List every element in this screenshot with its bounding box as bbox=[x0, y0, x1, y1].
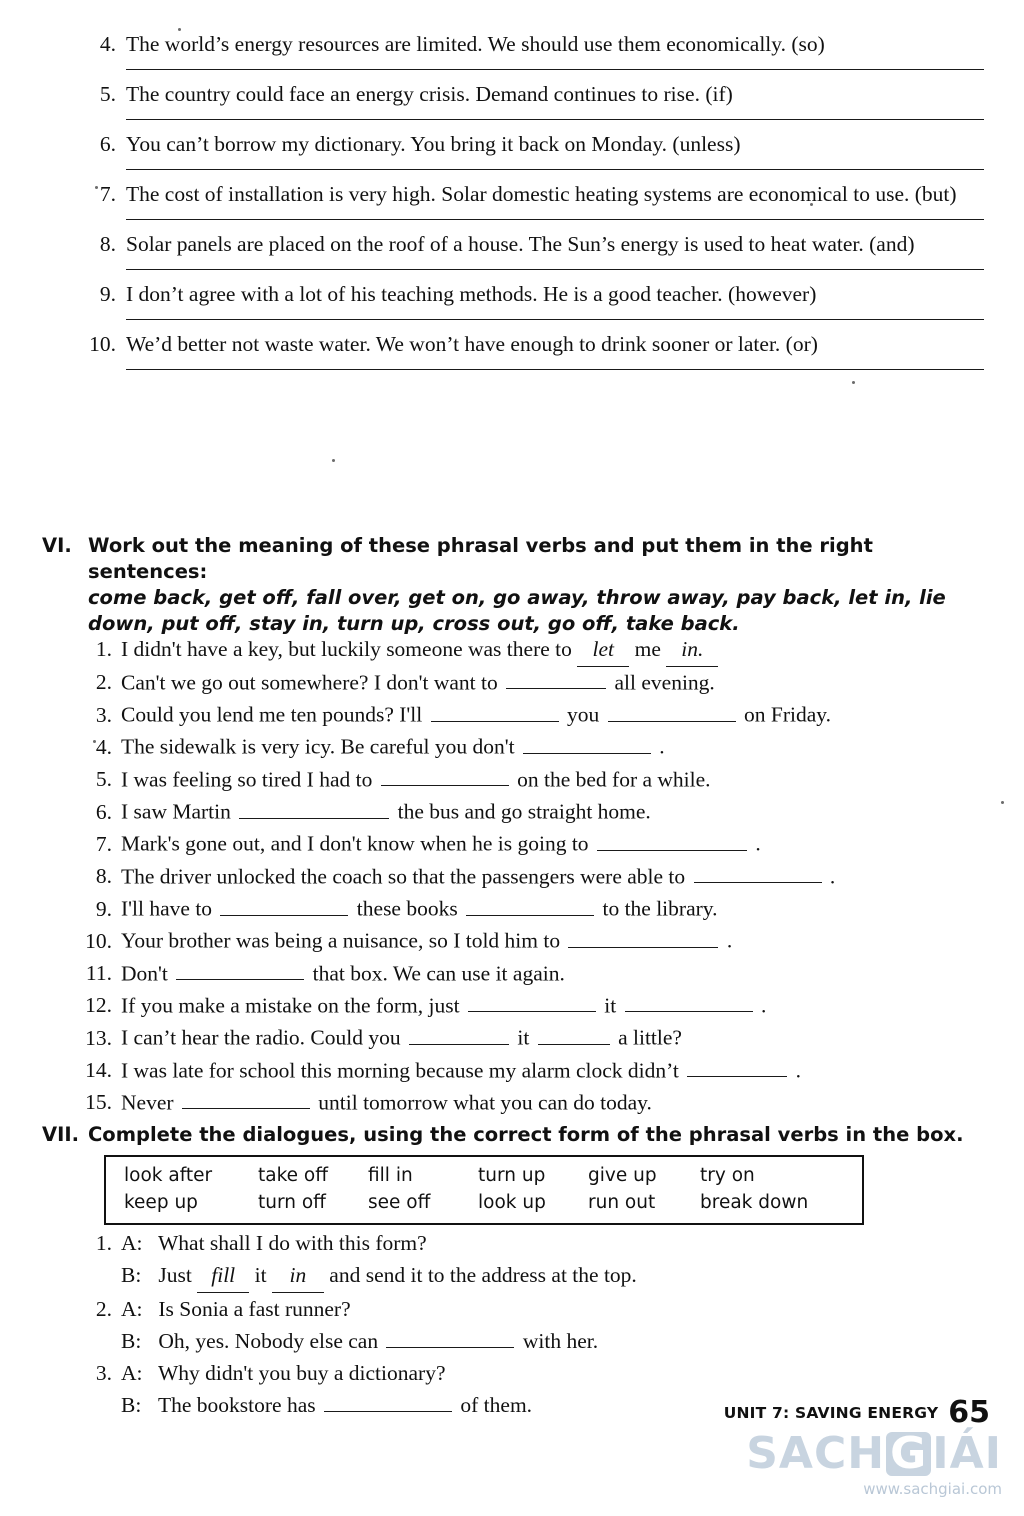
answer-line[interactable] bbox=[126, 369, 984, 370]
watermark-brand-part2: IÁI bbox=[932, 1428, 1002, 1479]
filled-answer[interactable]: in. bbox=[666, 634, 718, 667]
answer-blank[interactable] bbox=[431, 699, 559, 722]
item-text-post: . bbox=[761, 993, 767, 1018]
wordbox-cell[interactable]: keep up bbox=[124, 1191, 198, 1213]
answer-blank[interactable] bbox=[468, 990, 596, 1013]
list-item bbox=[72, 796, 992, 828]
answer-line[interactable] bbox=[126, 319, 984, 320]
item-number: 9. bbox=[95, 896, 112, 921]
list-item bbox=[72, 828, 992, 860]
answer-blank[interactable] bbox=[625, 990, 753, 1013]
question-item bbox=[72, 330, 984, 359]
item-number: 14. bbox=[85, 1058, 112, 1083]
question-text: I don’t agree with a lot of his teaching methods. He is a good teacher. (however) bbox=[126, 282, 817, 307]
list-item bbox=[72, 861, 992, 893]
item-text-pre: The sidewalk is very icy. Be careful you don't bbox=[121, 734, 515, 759]
wordbox-cell[interactable]: break down bbox=[700, 1191, 809, 1213]
question-number: 8. bbox=[99, 232, 116, 257]
wordbox-cell[interactable]: give up bbox=[588, 1165, 657, 1186]
watermark-brand-part1: SACH bbox=[746, 1428, 886, 1479]
phrasal-verb-box bbox=[104, 1155, 864, 1225]
item-body bbox=[121, 667, 992, 699]
continued-exercise bbox=[72, 30, 984, 380]
answer-blank[interactable] bbox=[182, 1087, 310, 1110]
answer-blank[interactable] bbox=[220, 893, 348, 916]
item-text-post: . bbox=[755, 831, 761, 856]
item-text-mid: me bbox=[634, 637, 661, 661]
wordbox-cell[interactable]: turn off bbox=[258, 1191, 326, 1213]
answer-line[interactable] bbox=[126, 169, 984, 170]
item-body bbox=[121, 990, 992, 1022]
item-number: 4. bbox=[95, 734, 112, 759]
section-vi-title: Work out the meaning of these phrasal verbs and put them in the right sentences: bbox=[88, 534, 873, 583]
item-text-pre: I was late for school this morning because my alarm clock didn’t bbox=[121, 1058, 679, 1083]
item-text-post: that box. We can use it again. bbox=[312, 961, 565, 986]
answer-blank[interactable] bbox=[324, 1390, 452, 1413]
section-vii-heading bbox=[42, 1122, 986, 1148]
wordbox-cell[interactable]: look after bbox=[124, 1165, 213, 1186]
item-body bbox=[121, 764, 992, 796]
answer-blank[interactable] bbox=[176, 958, 304, 981]
item-text-mid: you bbox=[567, 702, 600, 727]
speaker-text-pre: The bookstore has bbox=[158, 1393, 316, 1418]
item-text-pre: I didn't have a key, but luckily someone was there to bbox=[121, 637, 572, 661]
list-item bbox=[72, 893, 992, 925]
answer-line[interactable] bbox=[126, 219, 984, 220]
item-text-pre: Could you lend me ten pounds? I'll bbox=[121, 702, 423, 727]
list-item bbox=[72, 958, 992, 990]
question-text: We’d better not waste water. We won’t have enough to drink sooner or later. (or) bbox=[126, 332, 818, 357]
item-number: 15. bbox=[85, 1090, 112, 1115]
question-item bbox=[72, 130, 984, 159]
item-body bbox=[121, 1022, 992, 1054]
answer-blank[interactable] bbox=[608, 699, 736, 722]
item-body bbox=[121, 861, 992, 893]
section-vii-number: VII. bbox=[42, 1123, 80, 1146]
section-vi-number: VI. bbox=[42, 534, 72, 557]
question-text: Solar panels are placed on the roof of a house. The Sun’s energy is used to heat water. (and) bbox=[126, 232, 915, 257]
question-number: 5. bbox=[99, 82, 116, 107]
item-text-pre: If you make a mistake on the form, just bbox=[121, 993, 460, 1018]
question-number: 4. bbox=[99, 32, 116, 56]
speaker-label: B: bbox=[121, 1393, 142, 1418]
wordbox-cell[interactable]: take off bbox=[258, 1165, 328, 1186]
list-item bbox=[72, 1055, 992, 1087]
answer-blank[interactable] bbox=[597, 828, 747, 851]
speaker-label: A: bbox=[121, 1231, 143, 1255]
question-item bbox=[72, 80, 984, 109]
wordbox-cell[interactable]: look up bbox=[478, 1191, 546, 1213]
question-text: The world’s energy resources are limited. We should use them economically. (so) bbox=[126, 32, 825, 56]
item-text-post: a little? bbox=[618, 1025, 682, 1050]
item-body bbox=[121, 893, 992, 925]
list-item bbox=[72, 925, 992, 957]
answer-line[interactable] bbox=[126, 119, 984, 120]
item-text-pre: The driver unlocked the coach so that the passengers were able to bbox=[121, 864, 686, 889]
answer-blank[interactable] bbox=[523, 731, 651, 754]
filled-answer[interactable]: in bbox=[272, 1259, 324, 1292]
speaker-text: Why didn't you buy a dictionary? bbox=[158, 1361, 446, 1385]
dialogue-line-a bbox=[121, 1357, 992, 1389]
dialogue-item bbox=[72, 1227, 992, 1293]
dialogue-number: 2. bbox=[95, 1296, 112, 1321]
watermark-brand bbox=[746, 1428, 1002, 1479]
dialogue-number: 1. bbox=[95, 1231, 112, 1255]
question-item bbox=[72, 280, 984, 309]
speaker-label: B: bbox=[121, 1263, 142, 1288]
section-vii-title: Complete the dialogues, using the correct form of the phrasal verbs in the box. bbox=[88, 1123, 964, 1146]
question-number: 10. bbox=[89, 332, 116, 357]
item-text-pre: I can’t hear the radio. Could you bbox=[121, 1025, 401, 1050]
answer-blank[interactable] bbox=[568, 925, 718, 948]
item-number: 8. bbox=[95, 864, 112, 889]
question-text: You can’t borrow my dictionary. You bring it back on Monday. (unless) bbox=[126, 132, 741, 157]
item-text-pre: I saw Martin bbox=[121, 799, 231, 824]
speaker-text-post: with her. bbox=[522, 1328, 599, 1353]
item-number: 10. bbox=[85, 928, 112, 953]
answer-blank[interactable] bbox=[409, 1022, 509, 1045]
item-number: 5. bbox=[95, 767, 112, 792]
question-item bbox=[72, 30, 984, 59]
answer-blank[interactable] bbox=[538, 1022, 610, 1045]
item-text-pre: Mark's gone out, and I don't know when he is going to bbox=[121, 831, 589, 856]
wordbox-row bbox=[106, 1163, 862, 1190]
answer-line[interactable] bbox=[126, 269, 984, 270]
item-text-pre: I was feeling so tired I had to bbox=[121, 767, 373, 792]
watermark bbox=[746, 1428, 1002, 1498]
dialogue-line-b bbox=[121, 1259, 992, 1292]
question-text: The cost of installation is very high. Solar domestic heating systems are economical to use. (but) bbox=[126, 182, 957, 207]
item-text-post: to the library. bbox=[602, 896, 718, 921]
answer-blank[interactable] bbox=[687, 1055, 787, 1078]
speaker-text-pre: Oh, yes. Nobody else can bbox=[158, 1328, 379, 1353]
list-item bbox=[72, 1022, 992, 1054]
item-number: 11. bbox=[85, 961, 112, 986]
question-number: 6. bbox=[99, 132, 116, 157]
question-number: 7. bbox=[99, 182, 116, 207]
wordbox-row bbox=[106, 1190, 862, 1217]
scan-speck bbox=[1001, 801, 1004, 804]
item-text-post: until tomorrow what you can do today. bbox=[318, 1090, 652, 1115]
item-body bbox=[121, 634, 992, 667]
wordbox-cell[interactable]: turn up bbox=[478, 1165, 546, 1186]
item-number: 2. bbox=[95, 670, 112, 695]
speaker-text-pre: Just bbox=[158, 1263, 192, 1288]
answer-blank[interactable] bbox=[239, 796, 389, 819]
item-number: 1. bbox=[95, 637, 112, 661]
speaker-text-post: and send it to the address at the top. bbox=[329, 1263, 637, 1288]
item-text-pre: Can't we go out somewhere? I don't want to bbox=[121, 670, 498, 695]
item-text-post: . bbox=[829, 864, 836, 889]
item-body bbox=[121, 1055, 992, 1087]
item-text-post: . bbox=[659, 734, 665, 759]
answer-blank[interactable] bbox=[506, 667, 606, 690]
item-number: 13. bbox=[85, 1025, 112, 1050]
answer-blank[interactable] bbox=[694, 861, 822, 884]
speaker-text: What shall I do with this form? bbox=[158, 1231, 427, 1255]
section-vi-items bbox=[72, 634, 992, 1119]
item-body bbox=[121, 958, 992, 990]
item-text-pre: Don't bbox=[121, 961, 168, 986]
page-number: 65 bbox=[948, 1395, 990, 1430]
item-body bbox=[121, 796, 992, 828]
item-text-post: on the bed for a while. bbox=[517, 767, 711, 792]
item-text-post: . bbox=[795, 1058, 801, 1083]
speaker-label: A: bbox=[121, 1296, 143, 1321]
item-body bbox=[121, 1087, 992, 1119]
item-number: 6. bbox=[95, 799, 112, 824]
wordbox-cell[interactable]: run out bbox=[588, 1191, 656, 1213]
list-item bbox=[72, 667, 992, 699]
dialogue-line-a bbox=[121, 1227, 992, 1259]
wordbox-cell[interactable]: fill in bbox=[368, 1165, 413, 1186]
dialogue-list bbox=[72, 1227, 992, 1422]
item-text-pre: I'll have to bbox=[121, 896, 213, 921]
answer-blank[interactable] bbox=[466, 893, 594, 916]
section-vi-heading bbox=[42, 533, 986, 637]
dialogue-line-b bbox=[121, 1325, 992, 1357]
filled-answer[interactable]: fill bbox=[197, 1259, 249, 1292]
question-item bbox=[72, 180, 984, 209]
question-number: 9. bbox=[99, 282, 116, 307]
item-text-pre: Your brother was being a nuisance, so I told him to bbox=[121, 928, 561, 953]
watermark-url: www.sachgiai.com bbox=[863, 1480, 1002, 1498]
item-text-post: the bus and go straight home. bbox=[397, 799, 651, 824]
answer-blank[interactable] bbox=[381, 764, 509, 787]
item-body bbox=[121, 828, 992, 860]
speaker-label: A: bbox=[121, 1361, 143, 1385]
question-text: The country could face an energy crisis. Demand continues to rise. (if) bbox=[126, 82, 733, 107]
list-item bbox=[72, 634, 992, 667]
list-item bbox=[72, 990, 992, 1022]
item-body bbox=[121, 925, 992, 957]
item-text-mid: it bbox=[604, 993, 617, 1018]
item-number: 7. bbox=[95, 831, 112, 856]
section-vi-verb-list: come back, get off, fall over, get on, go away, throw away, pay back, let in, lie down, put off, stay in, turn up, cross out, go off, take back. bbox=[88, 585, 946, 635]
item-number: 12. bbox=[85, 993, 112, 1018]
scan-speck bbox=[332, 459, 335, 462]
speaker-text: Is Sonia a fast runner? bbox=[158, 1296, 351, 1321]
item-text-post: all evening. bbox=[614, 670, 715, 695]
wordbox-cell[interactable]: try on bbox=[700, 1165, 755, 1186]
item-body bbox=[121, 699, 992, 731]
item-text-post: on Friday. bbox=[744, 702, 832, 727]
dialogue-number: 3. bbox=[95, 1361, 112, 1385]
speaker-text-mid: it bbox=[254, 1263, 267, 1288]
list-item bbox=[72, 731, 992, 763]
list-item bbox=[72, 699, 992, 731]
speaker-label: B: bbox=[121, 1328, 142, 1353]
dialogue-item bbox=[72, 1293, 992, 1358]
unit-label: UNIT 7: SAVING ENERGY bbox=[723, 1403, 939, 1422]
item-text-mid: it bbox=[517, 1025, 530, 1050]
item-text-post: . bbox=[726, 928, 733, 953]
question-item bbox=[72, 230, 984, 259]
answer-blank[interactable] bbox=[386, 1325, 514, 1348]
item-text-mid: these books bbox=[356, 896, 458, 921]
answer-line[interactable] bbox=[126, 69, 984, 70]
filled-answer[interactable]: let bbox=[577, 634, 629, 667]
scan-speck bbox=[852, 381, 855, 384]
wordbox-cell[interactable]: see off bbox=[368, 1191, 431, 1213]
speaker-text-post: of them. bbox=[460, 1393, 533, 1418]
item-body bbox=[121, 731, 992, 763]
page-footer bbox=[724, 1395, 990, 1430]
list-item bbox=[72, 764, 992, 796]
item-text-pre: Never bbox=[121, 1090, 174, 1115]
list-item bbox=[72, 1087, 992, 1119]
dialogue-line-a bbox=[121, 1293, 992, 1325]
item-number: 3. bbox=[95, 702, 112, 727]
watermark-brand-g: G bbox=[886, 1432, 931, 1476]
